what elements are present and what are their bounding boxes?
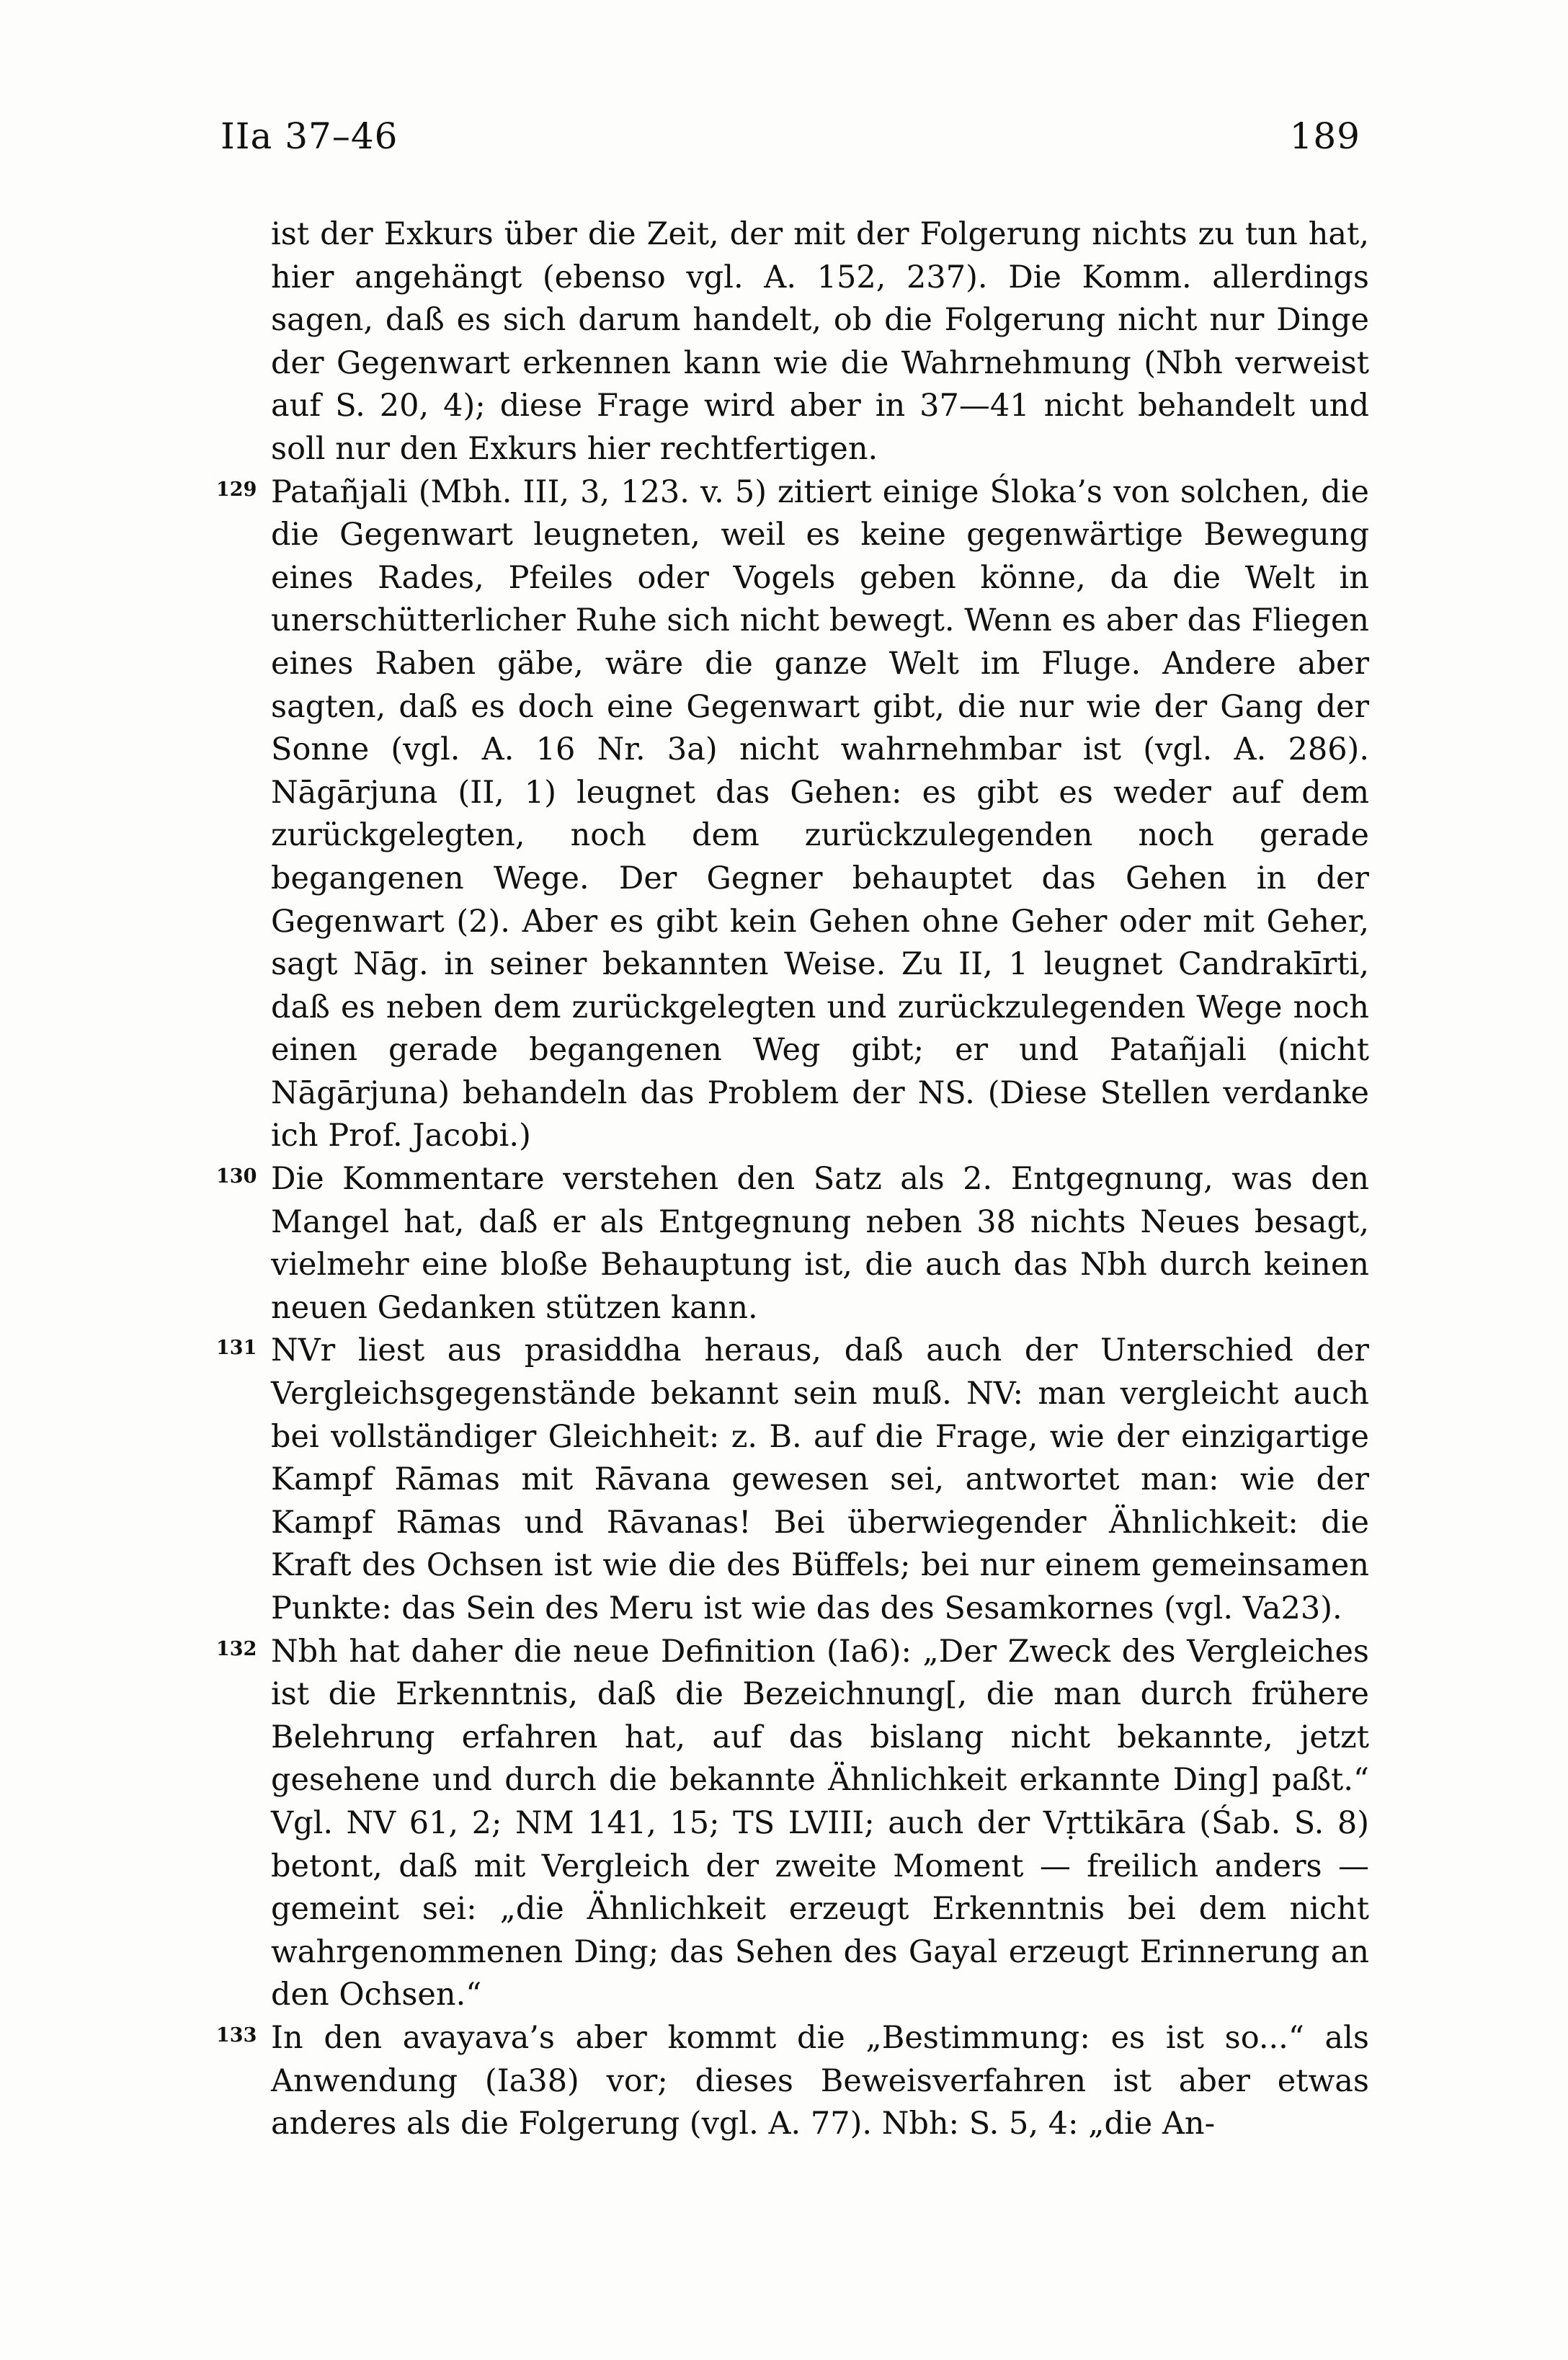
note-continuation: ist der Exkurs über die Zeit, der mit der Folgerung nichts zu tun hat, hier angehängt (ebenso vgl. A. 152, 237). Die Komm. allerdings sagen, daß es sich darum handelt, ob die Folgerung nicht nur Dinge der Gegenwart erkennen kann wie die Wahrnehmung (Nbh verweist auf S. 20, 4); diese Frage wird aber in 37—41 nicht behandelt und soll nur den Exkurs hier rechtfertigen. bbox=[271, 216, 1369, 467]
footnote-133 bbox=[216, 2017, 1369, 2146]
footnotes-body bbox=[216, 213, 1369, 2146]
running-head bbox=[220, 115, 1360, 166]
footnote-number: 129 bbox=[216, 478, 257, 501]
footnote-130 bbox=[216, 1158, 1369, 1330]
footnote-number: 132 bbox=[216, 1637, 257, 1660]
footnote-131 bbox=[216, 1330, 1369, 1630]
footnote-129 bbox=[216, 471, 1369, 1159]
page-number: 189 bbox=[1289, 115, 1360, 157]
section-reference: IIa 37–46 bbox=[220, 115, 398, 157]
footnote-text: NVr liest aus prasiddha heraus, daß auch der Unterschied der Vergleichsgegenstände bekannt sein muß. NV: man vergleicht auch bei vollständiger Gleichheit: z. B. auf die Frage, wie der einzigartige Kampf Rāmas mit Rāvana gewesen sei, antwortet man: wie der Kampf Rāmas und Rāvanas! Bei überwiegender Ähnlichkeit: die Kraft des Ochsen ist wie die des Büffels; bei nur einem gemeinsamen Punkte: das Sein des Meru ist wie das des Sesamkornes (vgl. Va23). bbox=[271, 1332, 1369, 1626]
footnote-text: Nbh hat daher die neue Definition (Ia6): „Der Zweck des Vergleiches ist die Erkenntnis, daß die Bezeichnung[, die man durch frühere Belehrung erfahren hat, auf das bislang nicht bekannte, jetzt gesehene und durch die bekannte Ähnlichkeit erkannte Ding] paßt.“ Vgl. NV 61, 2; NM 141, 15; TS LVIII; auch der Vṛttikāra (Śab. S. 8) betont, daß mit Vergleich der zweite Moment — freilich anders — gemeint sei: „die Ähnlichkeit erzeugt Erkenntnis bei dem nicht wahrgenommenen Ding; das Sehen des Gayal erzeugt Erinnerung an den Ochsen.“ bbox=[271, 1633, 1369, 2013]
footnote-number: 133 bbox=[216, 2023, 257, 2047]
footnote-number: 131 bbox=[216, 1337, 257, 1360]
footnote-text: Patañjali (Mbh. III, 3, 123. v. 5) zitiert einige Śloka’s von solchen, die die Gegenwart leugneten, weil es keine gegenwärtige Bewegung eines Rades, Pfeiles oder Vogels geben könne, da die Welt in unerschütterlicher Ruhe sich nicht bewegt. Wenn es aber das Fliegen eines Raben gäbe, wäre die ganze Welt im Fluge. Andere aber sagten, daß es doch eine Gegenwart gibt, die nur wie der Gang der Sonne (vgl. A. 16 Nr. 3a) nicht wahrnehmbar ist (vgl. A. 286). Nāgārjuna (II, 1) leugnet das Gehen: es gibt es weder auf dem zurückgelegten, noch dem zurückzulegenden noch gerade begangenen Wege. Der Gegner behauptet das Gehen in der Gegenwart (2). Aber es gibt kein Gehen ohne Geher oder mit Geher, sagt Nāg. in seiner bekannten Weise. Zu II, 1 leugnet Candrakīrti, daß es neben dem zurückgelegten und zurückzulegenden Wege noch einen gerade begangenen Weg gibt; er und Patañjali (nicht Nāgārjuna) behandeln das Problem der NS. (Diese Stellen verdanke ich Prof. Jacobi.) bbox=[271, 473, 1369, 1154]
footnote-text: Die Kommentare verstehen den Satz als 2. Entgegnung, was den Mangel hat, daß er als Entgegnung neben 38 nichts Neues besagt, vielmehr eine bloße Behauptung ist, die auch das Nbh durch keinen neuen Gedanken stützen kann. bbox=[271, 1161, 1369, 1326]
footnote-132 bbox=[216, 1631, 1369, 2017]
footnote-number: 130 bbox=[216, 1165, 257, 1188]
footnote-text: In den avayava’s aber kommt die „Bestimmung: es ist so...“ als Anwendung (Ia38) vor; dieses Beweisverfahren ist aber etwas anderes als die Folgerung (vgl. A. 77). Nbh: S. 5, 4: „die An- bbox=[271, 2019, 1369, 2142]
